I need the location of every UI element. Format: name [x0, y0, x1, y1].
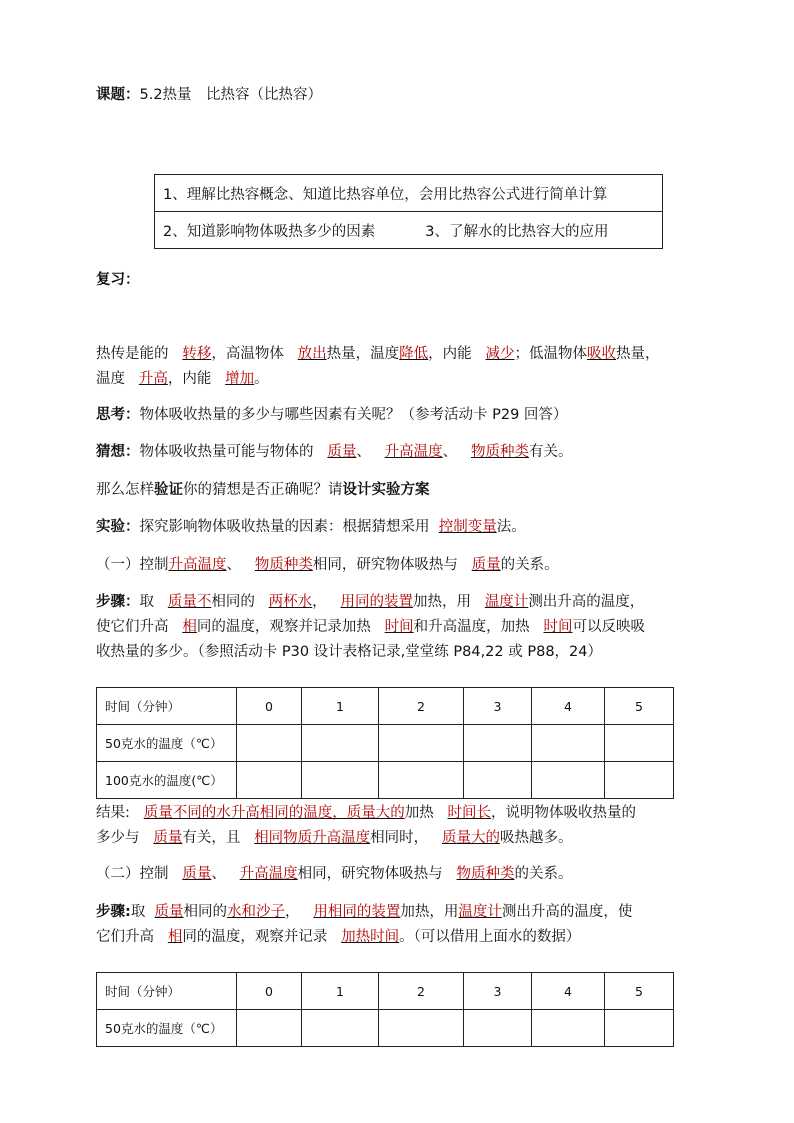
- result-label: 结果:: [96, 805, 130, 821]
- text: 探究影响物体吸收热量的因素：根据猜想采用: [139, 519, 430, 535]
- table-cell[interactable]: [379, 725, 464, 762]
- text: ；低温物体: [514, 346, 587, 362]
- objectives-table: [154, 174, 663, 249]
- text: 物体吸收热量可能与物体的: [139, 444, 314, 460]
- table-cell[interactable]: [464, 725, 532, 762]
- text: 你的猜想是否正确呢？请: [183, 482, 343, 498]
- text: ，: [285, 904, 300, 920]
- text: （二）控制: [96, 866, 169, 882]
- steps-label: 步骤:: [96, 904, 131, 920]
- text: 。（可以借用上面水的数据）: [399, 929, 581, 945]
- text: （一）控制: [96, 557, 169, 573]
- fill-blank: 物质种类: [456, 866, 515, 882]
- steps1-line-1: [96, 592, 644, 612]
- title-label: 课题：: [96, 87, 140, 103]
- text: 热传是能的: [96, 346, 169, 362]
- verify-line: [96, 480, 430, 500]
- text: 取: [130, 904, 146, 920]
- table-cell[interactable]: [302, 1010, 379, 1047]
- text: 使它们升高: [96, 619, 169, 635]
- text: 测出升高的温度，使: [501, 904, 633, 920]
- result1-line-1: [96, 803, 636, 823]
- fill-blank: 加热时间: [341, 929, 400, 945]
- fill-blank: 时间长: [447, 805, 492, 821]
- table-cell[interactable]: [302, 762, 379, 799]
- table-cell[interactable]: [464, 762, 532, 799]
- think-label: 思考：: [96, 407, 140, 423]
- text: 有关。: [528, 444, 573, 460]
- fill-blank: 控制变量: [438, 519, 497, 535]
- text: 温度: [96, 371, 125, 387]
- table-row-label: 50克水的温度（℃）: [97, 725, 237, 762]
- text: 有关，且: [182, 830, 241, 846]
- fill-blank: 升高: [138, 371, 168, 387]
- fill-blank: 质量: [154, 904, 184, 920]
- think-line: [96, 405, 567, 425]
- table-header-cell: 1: [302, 688, 379, 725]
- fill-blank: 质量不同的水升高相同的温度，质量大的: [143, 805, 405, 821]
- page-title: [96, 85, 322, 105]
- text: 加热，用: [412, 594, 471, 610]
- text: ，内能: [167, 371, 212, 387]
- table-header-cell: 0: [237, 973, 302, 1010]
- fill-blank: 吸收: [586, 346, 616, 362]
- table-header-cell: 3: [464, 973, 532, 1010]
- text: 那么怎样: [96, 482, 154, 498]
- text: 的关系。: [514, 866, 573, 882]
- review-heading: [96, 270, 140, 290]
- text: 同的温度，观察并记录加热: [196, 619, 371, 635]
- objective-2: 2、知道影响物体吸热多少的因素: [163, 223, 376, 240]
- text: 热量，: [615, 346, 660, 362]
- bold-text: 设计实验方案: [342, 482, 430, 498]
- guess-label: 猜想：: [96, 444, 140, 460]
- objective-row-1: 1、理解比热容概念、知道比热容单位，会用比热容公式进行简单计算: [155, 175, 663, 212]
- part1-line: [96, 555, 559, 575]
- table-cell[interactable]: [532, 762, 605, 799]
- table-header-row: [97, 688, 674, 725]
- objective-row-2: [155, 212, 663, 249]
- text: 法。: [496, 519, 526, 535]
- title-text: 5.2热量 比热容（比热容）: [139, 87, 323, 103]
- fill-blank: 用相同的装置: [313, 904, 401, 920]
- text: 、: [226, 557, 241, 573]
- table-cell[interactable]: [605, 725, 674, 762]
- fill-blank: 降低: [399, 346, 429, 362]
- table-row-label: 100克水的温度(℃）: [97, 762, 237, 799]
- steps2-line-1: [96, 902, 632, 922]
- fill-blank: 温度计: [484, 594, 529, 610]
- experiment-label: 实验：: [96, 519, 140, 535]
- table-row-label: 50克水的温度（℃）: [97, 1010, 237, 1047]
- table-cell[interactable]: [532, 1010, 605, 1047]
- fill-blank: 相同物质升高温度: [254, 830, 371, 846]
- table-cell[interactable]: [237, 762, 302, 799]
- steps-label: 步骤：: [96, 594, 140, 610]
- text: 、: [356, 444, 371, 460]
- data-table-2: [96, 972, 674, 1047]
- steps1-line-2: [96, 617, 645, 637]
- table-row: [97, 762, 674, 799]
- fill-blank: 质量大的: [441, 830, 500, 846]
- fill-blank: 增加: [225, 371, 255, 387]
- steps1-line-3: [96, 642, 602, 662]
- data-table-1: [96, 687, 674, 799]
- table-cell[interactable]: [532, 725, 605, 762]
- guess-line: [96, 442, 572, 462]
- fill-blank: 水和沙子: [227, 904, 286, 920]
- steps2-line-2: [96, 927, 580, 947]
- heat-transfer-line-2: [96, 369, 269, 389]
- table-header-cell: 3: [464, 688, 532, 725]
- table-cell[interactable]: [237, 1010, 302, 1047]
- table-header-cell: 4: [532, 688, 605, 725]
- fill-blank: 升高温度: [239, 866, 298, 882]
- fill-blank: 时间: [543, 619, 573, 635]
- table-header-cell: 1: [302, 973, 379, 1010]
- objective-3: 3、了解水的比热容大的应用: [425, 223, 609, 240]
- text: 和升高温度，加热: [413, 619, 530, 635]
- table-row: [97, 725, 674, 762]
- text: 加热: [404, 805, 434, 821]
- text: 的关系。: [500, 557, 559, 573]
- bold-text: 验证: [154, 482, 183, 498]
- fill-blank: 物质种类: [254, 557, 313, 573]
- table-header-cell: 时间（分钟）: [97, 688, 237, 725]
- table-cell[interactable]: [302, 725, 379, 762]
- table-cell[interactable]: [464, 1010, 532, 1047]
- table-cell[interactable]: [379, 1010, 464, 1047]
- text: 加热，用: [400, 904, 459, 920]
- fill-blank: 时间: [384, 619, 414, 635]
- text: 相同的: [183, 904, 228, 920]
- table-header-cell: 2: [379, 973, 464, 1010]
- text: 。: [254, 371, 269, 387]
- fill-blank: 质量不: [167, 594, 212, 610]
- text: 收热量的多少。（参照活动卡 P30 设计表格记录,堂堂练 P84,22 或 P88，24）: [96, 644, 602, 660]
- fill-blank: 质量: [182, 866, 212, 882]
- table-cell[interactable]: [379, 762, 464, 799]
- table-header-cell: 0: [237, 688, 302, 725]
- text: 热量，温度: [326, 346, 400, 362]
- result1-line-2: [96, 828, 572, 848]
- table-row: [97, 1010, 674, 1047]
- table-cell[interactable]: [237, 725, 302, 762]
- fill-blank: 用同的装置: [340, 594, 413, 610]
- text: 可以反映吸: [572, 619, 645, 635]
- text: 、: [442, 444, 458, 460]
- text: 相同时，: [370, 830, 429, 846]
- fill-blank: 两杯水: [268, 594, 313, 610]
- table-header-cell: 2: [379, 688, 464, 725]
- experiment-line: [96, 517, 526, 537]
- text: ，说明物体吸收热量的: [491, 805, 637, 821]
- part2-line: [96, 864, 572, 884]
- text: 测出升高的温度，: [528, 594, 645, 610]
- table-header-row: [97, 973, 674, 1010]
- text: 它们升高: [96, 929, 154, 945]
- fill-blank: 相: [167, 929, 183, 945]
- text: 多少与: [96, 830, 140, 846]
- table-cell[interactable]: [605, 762, 674, 799]
- fill-blank: 减少: [485, 346, 515, 362]
- text: ，内能: [428, 346, 472, 362]
- fill-blank: 质量: [327, 444, 357, 460]
- fill-blank: 转移: [182, 346, 212, 362]
- fill-blank: 升高温度: [384, 444, 443, 460]
- text: 相同，研究物体吸热与: [312, 557, 458, 573]
- text: 相同的: [211, 594, 255, 610]
- fill-blank: 相: [182, 619, 197, 635]
- table-header-cell: 5: [605, 688, 674, 725]
- think-text: 物体吸收热量的多少与哪些因素有关呢？（参考活动卡 P29 回答）: [139, 407, 568, 423]
- fill-blank: 质量: [153, 830, 183, 846]
- table-header-cell: 4: [532, 973, 605, 1010]
- heat-transfer-line-1: [96, 344, 659, 364]
- fill-blank: 温度计: [458, 904, 502, 920]
- text: 取: [139, 594, 154, 610]
- fill-blank: 放出: [297, 346, 327, 362]
- table-cell[interactable]: [605, 1010, 674, 1047]
- text: 、: [211, 866, 226, 882]
- review-label: 复习：: [96, 272, 140, 288]
- text: 相同，研究物体吸热与: [297, 866, 443, 882]
- text: ，: [312, 594, 327, 610]
- table-header-cell: 时间（分钟）: [97, 973, 237, 1010]
- text: 同的温度，观察并记录: [182, 929, 328, 945]
- fill-blank: 升高温度: [168, 557, 227, 573]
- fill-blank: 物质种类: [470, 444, 529, 460]
- text: 吸热越多。: [499, 830, 573, 846]
- fill-blank: 质量: [471, 557, 501, 573]
- table-header-cell: 5: [605, 973, 674, 1010]
- text: ，高温物体: [211, 346, 284, 362]
